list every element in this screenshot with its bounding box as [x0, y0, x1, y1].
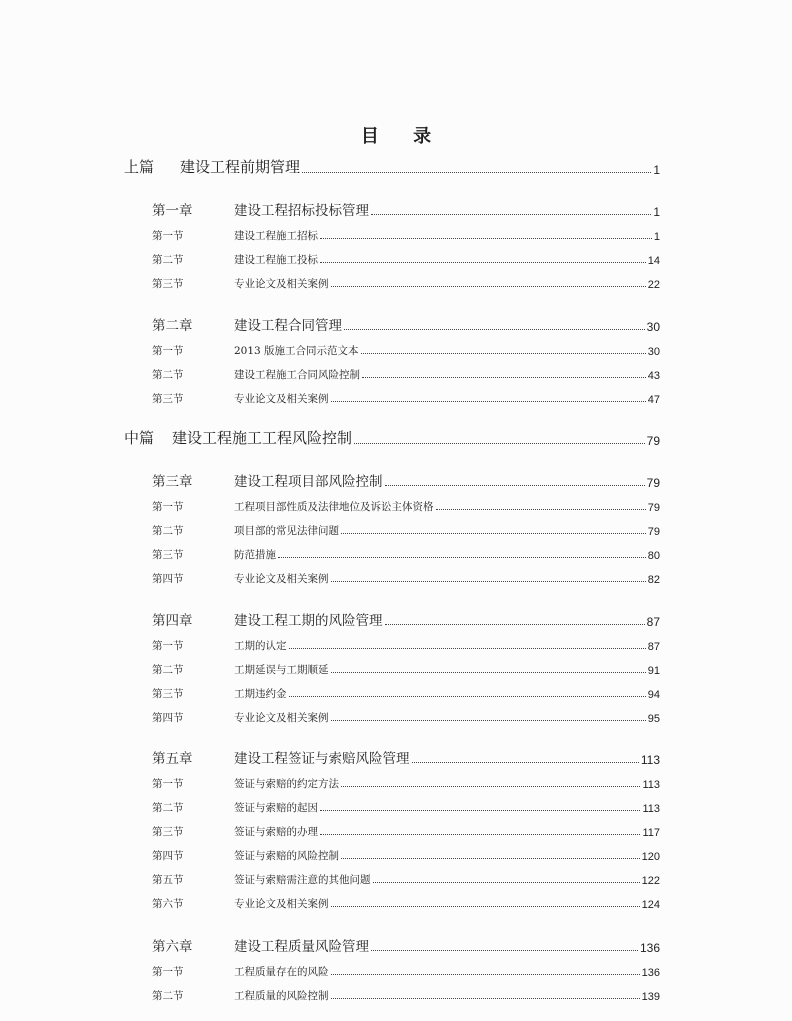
- dot-leader: [302, 172, 651, 173]
- section-number: 第四节: [152, 850, 184, 862]
- dot-leader: [289, 648, 646, 649]
- dot-leader: [412, 762, 639, 763]
- section-row: [0, 771, 792, 791]
- chapter-row: [0, 470, 792, 490]
- section-row: [0, 819, 792, 839]
- dot-leader: [331, 401, 646, 402]
- section-row: [0, 386, 792, 406]
- chapter-row: [0, 314, 792, 334]
- section-number: 第三节: [152, 549, 184, 561]
- section-row: [0, 891, 792, 911]
- part-title: 建设工程施工工程风险控制: [172, 429, 353, 447]
- section-title: 签证与索赔需注意的其他问题: [234, 874, 371, 886]
- section-title: 签证与索赔的风险控制: [234, 850, 339, 862]
- chapter-title: 建设工程招标投标管理: [234, 203, 369, 219]
- section-page-number: 1: [653, 231, 660, 243]
- chapter-title: 建设工程签证与索赔风险管理: [234, 751, 410, 767]
- section-row: [0, 657, 792, 677]
- chapter-number: 第二章: [152, 318, 193, 334]
- chapter-row: [0, 199, 792, 219]
- chapter-row: [0, 609, 792, 629]
- part-title: 建设工程前期管理: [180, 158, 301, 176]
- section-number: 第五节: [152, 874, 184, 886]
- section-number: 第二节: [152, 802, 184, 814]
- chapter-number: 第五章: [152, 751, 193, 767]
- section-title: 签证与索赔的办理: [234, 826, 318, 838]
- dot-leader: [436, 509, 646, 510]
- dot-leader: [320, 238, 652, 239]
- section-title: 防范措施: [234, 549, 276, 561]
- section-row: [0, 633, 792, 653]
- section-row: [0, 542, 792, 562]
- section-page-number: 95: [647, 713, 660, 725]
- chapter-title: 建设工程质量风险管理: [234, 939, 369, 955]
- section-row: [0, 681, 792, 701]
- section-page-number: 30: [647, 346, 660, 358]
- section-page-number: 47: [647, 394, 660, 406]
- section-title: 专业论文及相关案例: [234, 712, 329, 724]
- section-number: 第六节: [152, 898, 184, 910]
- part-row: [0, 157, 792, 177]
- dot-leader: [344, 329, 645, 330]
- chapter-title: 建设工程工期的风险管理: [234, 613, 383, 629]
- section-number: 第二节: [152, 525, 184, 537]
- section-title: 专业论文及相关案例: [234, 573, 329, 585]
- dot-leader: [331, 720, 646, 721]
- section-title: 专业论文及相关案例: [234, 898, 329, 910]
- chapter-title: 建设工程项目部风险控制: [234, 474, 383, 490]
- section-row: [0, 795, 792, 815]
- dot-leader: [278, 557, 646, 558]
- chapter-page-number: 1: [653, 205, 660, 219]
- section-page-number: 87: [647, 641, 660, 653]
- section-number: 第一节: [152, 501, 184, 513]
- section-number: 第一节: [152, 640, 184, 652]
- section-row: [0, 247, 792, 267]
- section-row: [0, 338, 792, 358]
- dot-leader: [331, 998, 640, 999]
- dot-leader: [385, 624, 645, 625]
- dot-leader: [385, 485, 645, 486]
- section-title: 工程质量存在的风险: [234, 966, 329, 978]
- dot-leader: [341, 786, 640, 787]
- section-number: 第二节: [152, 369, 184, 381]
- section-number: 第三节: [152, 826, 184, 838]
- section-page-number: 113: [642, 779, 660, 791]
- chapter-number: 第一章: [152, 203, 193, 219]
- dot-leader: [371, 950, 638, 951]
- dot-leader: [361, 353, 646, 354]
- section-title: 2013 版施工合同示范文本: [234, 345, 359, 357]
- section-number: 第二节: [152, 664, 184, 676]
- section-row: [0, 362, 792, 382]
- section-title: 工期的认定: [234, 640, 287, 652]
- section-row: [0, 843, 792, 863]
- dot-leader: [373, 882, 640, 883]
- section-page-number: 124: [641, 899, 660, 911]
- section-number: 第一节: [152, 345, 184, 357]
- section-row: [0, 983, 792, 1003]
- section-row: [0, 705, 792, 725]
- section-page-number: 14: [647, 255, 660, 267]
- section-page-number: 80: [647, 550, 660, 562]
- chapter-number: 第六章: [152, 939, 193, 955]
- section-page-number: 117: [642, 827, 660, 839]
- section-title: 签证与索赔的约定方法: [234, 778, 339, 790]
- section-row: [0, 566, 792, 586]
- chapter-page-number: 113: [640, 753, 660, 767]
- section-page-number: 139: [641, 991, 660, 1003]
- dot-leader: [341, 533, 646, 534]
- chapter-row: [0, 747, 792, 767]
- chapter-row: [0, 935, 792, 955]
- section-page-number: 82: [647, 574, 660, 586]
- part-number: 上篇: [124, 158, 155, 176]
- section-row: [0, 494, 792, 514]
- section-page-number: 113: [642, 803, 660, 815]
- section-title: 建设工程施工合同风险控制: [234, 369, 360, 381]
- section-number: 第三节: [152, 393, 184, 405]
- toc-title: 目 录: [360, 126, 446, 147]
- section-number: 第一节: [152, 230, 184, 242]
- section-row: [0, 867, 792, 887]
- section-title: 工期违约金: [234, 688, 287, 700]
- section-page-number: 79: [647, 526, 660, 538]
- section-page-number: 94: [647, 689, 660, 701]
- dot-leader: [354, 443, 645, 444]
- section-page-number: 79: [647, 502, 660, 514]
- chapter-page-number: 87: [646, 615, 660, 629]
- dot-leader: [320, 262, 646, 263]
- section-title: 项目部的常见法律问题: [234, 525, 339, 537]
- section-number: 第二节: [152, 990, 184, 1002]
- section-title: 签证与索赔的起因: [234, 802, 318, 814]
- section-page-number: 122: [641, 875, 660, 887]
- section-number: 第二节: [152, 254, 184, 266]
- dot-leader: [289, 696, 646, 697]
- section-number: 第三节: [152, 278, 184, 290]
- section-number: 第四节: [152, 573, 184, 585]
- chapter-page-number: 136: [639, 941, 660, 955]
- section-title: 建设工程施工招标: [234, 230, 318, 242]
- dot-leader: [371, 214, 651, 215]
- section-page-number: 43: [647, 370, 660, 382]
- chapter-number: 第三章: [152, 474, 193, 490]
- chapter-page-number: 79: [646, 476, 660, 490]
- section-number: 第三节: [152, 688, 184, 700]
- dot-leader: [331, 906, 640, 907]
- section-page-number: 22: [647, 279, 660, 291]
- dot-leader: [320, 810, 640, 811]
- section-row: [0, 271, 792, 291]
- section-number: 第一节: [152, 778, 184, 790]
- dot-leader: [320, 834, 640, 835]
- part-number: 中篇: [124, 429, 155, 447]
- section-row: [0, 223, 792, 243]
- section-title: 工期延误与工期顺延: [234, 664, 329, 676]
- dot-leader: [341, 858, 640, 859]
- dot-leader: [362, 377, 646, 378]
- section-title: 建设工程施工投标: [234, 254, 318, 266]
- section-row: [0, 959, 792, 979]
- dot-leader: [331, 581, 646, 582]
- chapter-page-number: 30: [646, 320, 660, 334]
- section-page-number: 91: [647, 665, 660, 677]
- section-title: 工程项目部性质及法律地位及诉讼主体资格: [234, 501, 434, 513]
- dot-leader: [331, 286, 646, 287]
- chapter-number: 第四章: [152, 613, 193, 629]
- section-number: 第一节: [152, 966, 184, 978]
- section-page-number: 136: [641, 967, 660, 979]
- chapter-title: 建设工程合同管理: [234, 318, 342, 334]
- part-page-number: 79: [646, 434, 660, 448]
- section-row: [0, 518, 792, 538]
- section-title: 工程质量的风险控制: [234, 990, 329, 1002]
- section-number: 第四节: [152, 712, 184, 724]
- part-row: [0, 428, 792, 448]
- section-title: 专业论文及相关案例: [234, 393, 329, 405]
- section-title: 专业论文及相关案例: [234, 278, 329, 290]
- part-page-number: 1: [653, 163, 660, 177]
- dot-leader: [331, 974, 640, 975]
- section-page-number: 120: [641, 851, 660, 863]
- dot-leader: [331, 672, 646, 673]
